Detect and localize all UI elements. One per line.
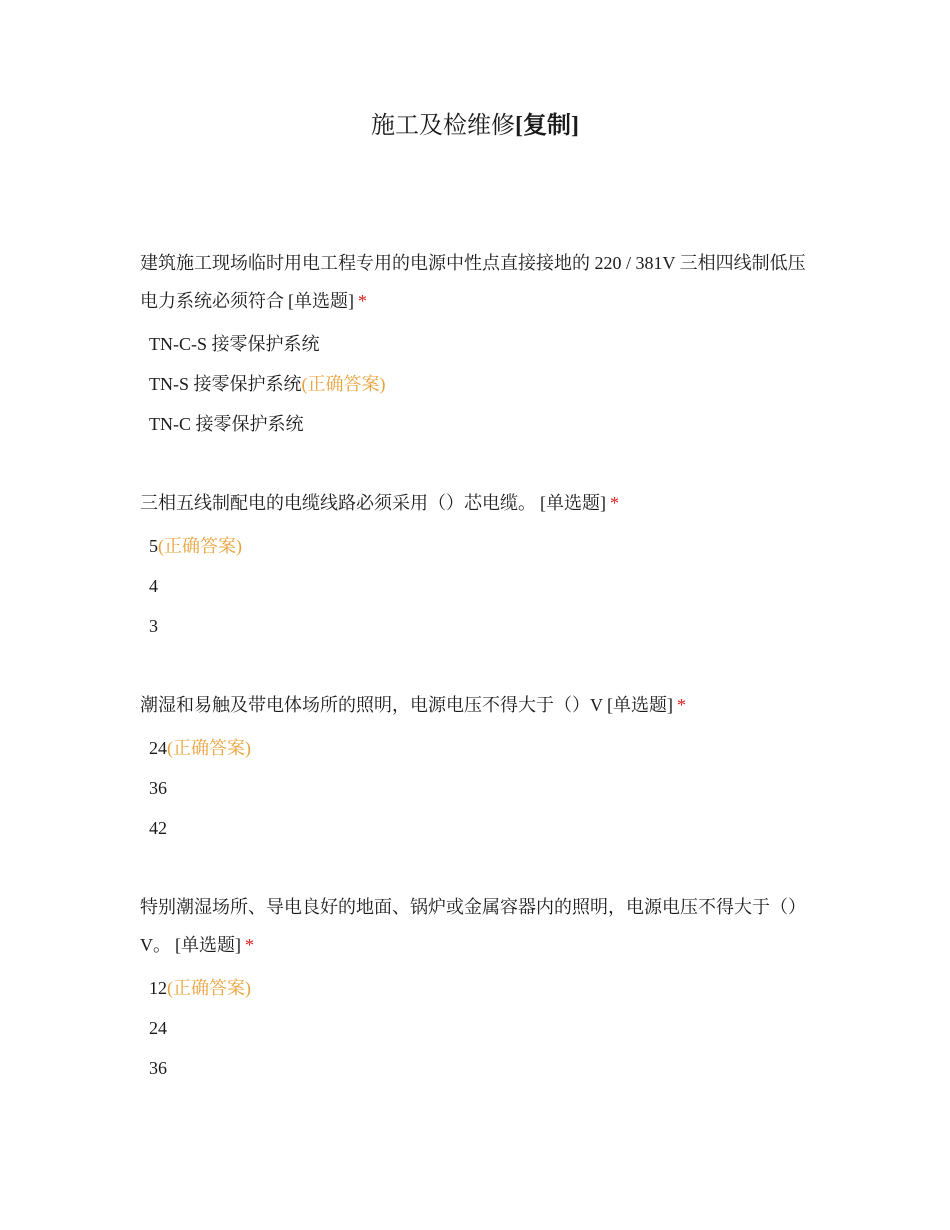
- option-item: [140, 1048, 810, 1088]
- question-type: [单选题]: [288, 291, 354, 311]
- option-item: [140, 404, 810, 444]
- option-label: 24: [149, 738, 167, 758]
- option-label: 12: [149, 978, 167, 998]
- question-text: [140, 686, 810, 724]
- title-suffix: [复制]: [515, 113, 579, 139]
- question-stem: 建筑施工现场临时用电工程专用的电源中性点直接接地的 220 / 381V 三相四线制低压电力系统必须符合: [140, 253, 806, 311]
- document-title: [0, 108, 950, 144]
- option-item: [140, 768, 810, 808]
- question-type: [单选题]: [607, 695, 673, 715]
- question-2: [140, 484, 810, 646]
- title-main: 施工及检维修: [371, 113, 515, 139]
- option-item: [140, 364, 810, 404]
- option-label: 36: [149, 1058, 167, 1078]
- option-item: [140, 728, 810, 768]
- option-label: 42: [149, 818, 167, 838]
- required-mark: *: [677, 695, 686, 715]
- option-label: 4: [149, 576, 158, 596]
- option-label: TN-S 接零保护系统: [149, 374, 302, 394]
- option-list: [140, 728, 810, 848]
- question-text: [140, 888, 810, 964]
- required-mark: *: [245, 935, 254, 955]
- option-item: [140, 566, 810, 606]
- option-item: [140, 324, 810, 364]
- question-stem: 潮湿和易触及带电体场所的照明，电源电压不得大于（）V: [140, 695, 603, 715]
- question-stem: 三相五线制配电的电缆线路必须采用（）芯电缆。: [140, 493, 536, 513]
- question-type: [单选题]: [540, 493, 606, 513]
- correct-answer-note: (正确答案): [167, 738, 251, 758]
- option-item: [140, 526, 810, 566]
- question-text: [140, 484, 810, 522]
- correct-answer-note: (正确答案): [158, 536, 242, 556]
- option-label: 24: [149, 1018, 167, 1038]
- required-mark: *: [610, 493, 619, 513]
- option-item: [140, 1008, 810, 1048]
- option-item: [140, 808, 810, 848]
- option-list: [140, 968, 810, 1088]
- correct-answer-note: (正确答案): [301, 374, 386, 394]
- option-label: 5: [149, 536, 158, 556]
- question-type: [单选题]: [175, 935, 241, 955]
- question-stem: 特别潮湿场所、导电良好的地面、锅炉或金属容器内的照明，电源电压不得大于（）V。: [140, 897, 806, 955]
- option-list: [140, 324, 810, 444]
- required-mark: *: [358, 291, 367, 311]
- question-text: [140, 244, 810, 320]
- option-label: TN-C-S 接零保护系统: [149, 334, 320, 354]
- option-label: 3: [149, 616, 158, 636]
- question-4: [140, 888, 810, 1088]
- correct-answer-note: (正确答案): [167, 978, 251, 998]
- option-list: [140, 526, 810, 646]
- question-3: [140, 686, 810, 848]
- option-item: [140, 968, 810, 1008]
- option-label: 36: [149, 778, 167, 798]
- option-label: TN-C 接零保护系统: [149, 414, 304, 434]
- option-item: [140, 606, 810, 646]
- question-1: [140, 244, 810, 444]
